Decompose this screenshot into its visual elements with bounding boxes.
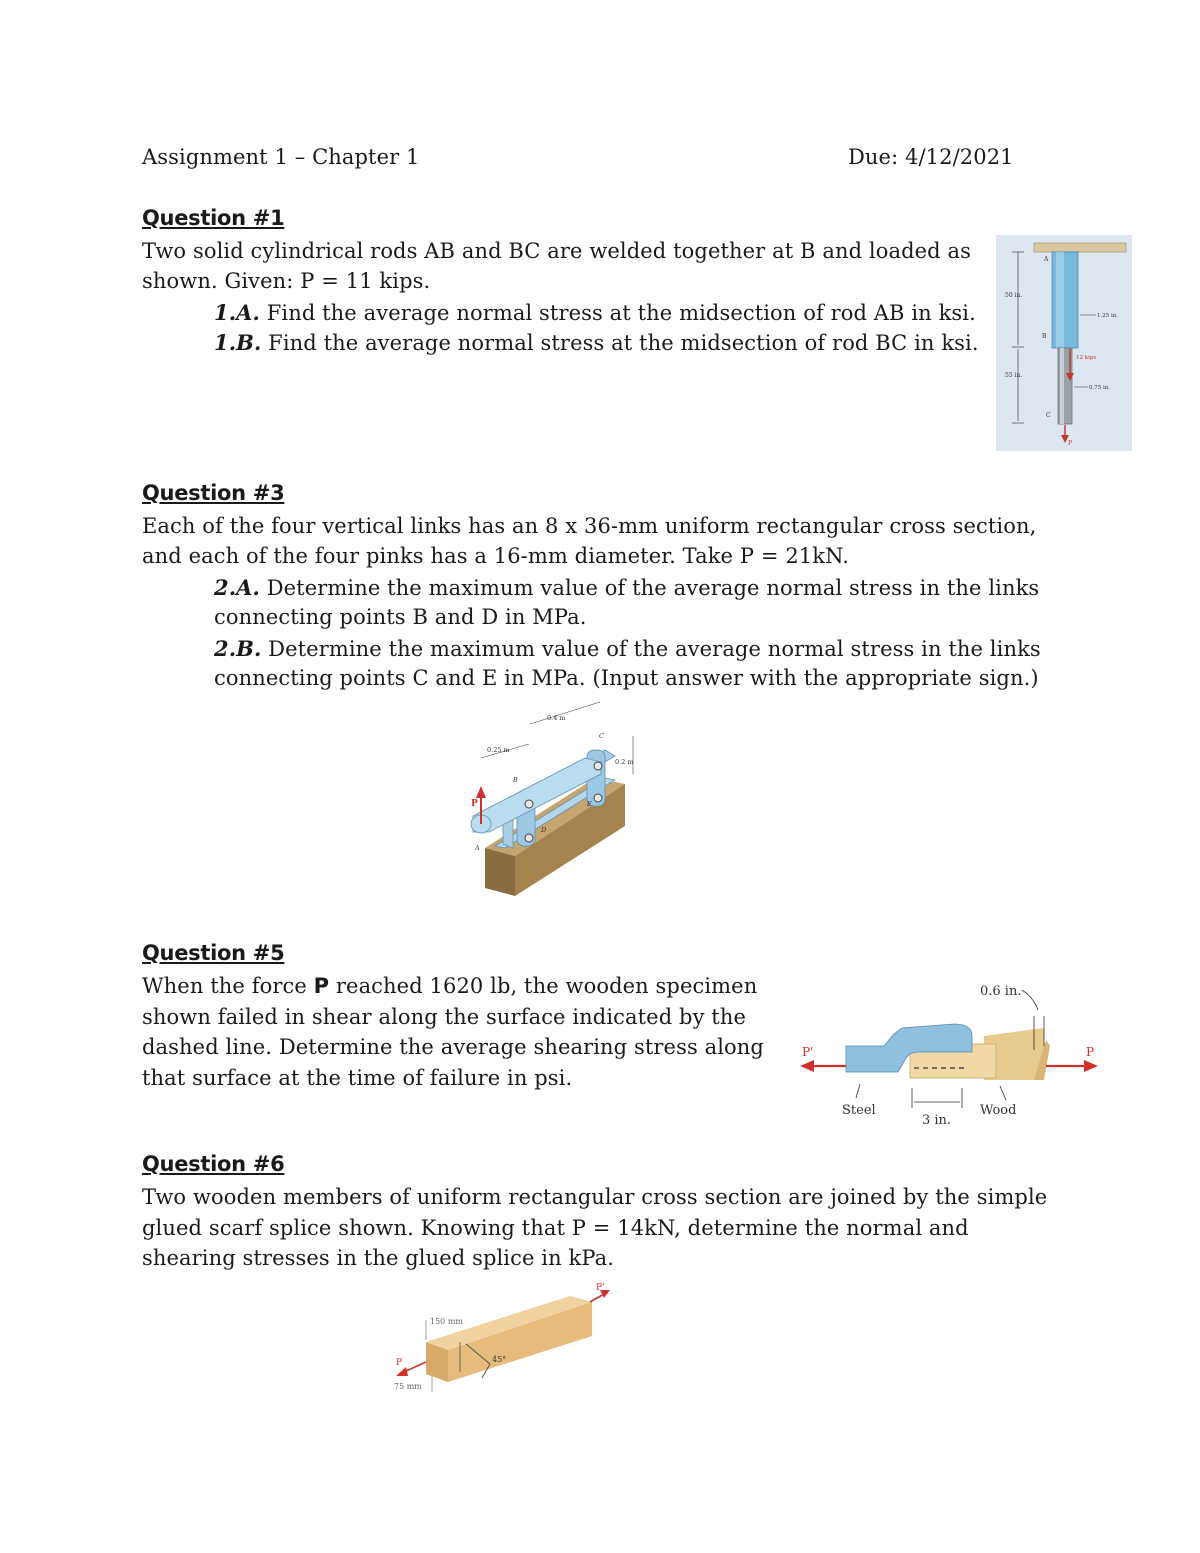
question-1-text-line-1: Two solid cylindrical rods AB and BC are welded together at B and loaded as bbox=[142, 239, 971, 263]
force-right-arrow bbox=[1084, 1060, 1098, 1072]
point-a-label: A bbox=[475, 844, 480, 852]
dim-55in: 55 in. bbox=[1005, 372, 1023, 379]
force-p-symbol: P bbox=[313, 974, 330, 998]
force-right-label: P bbox=[1086, 1045, 1095, 1059]
dim-02m: 0.2 m bbox=[615, 758, 634, 766]
point-b-label: B bbox=[513, 776, 518, 784]
question-5-text-line-3: dashed line. Determine the average shearing stress along bbox=[142, 1035, 764, 1059]
question-5-text-line-4: that surface at the time of failure in psi. bbox=[142, 1066, 573, 1090]
pin-c bbox=[594, 762, 602, 770]
question-1a bbox=[214, 297, 976, 329]
question-3-text-line-2: and each of the four pinks has a 16-mm diameter. Take P = 21kN. bbox=[142, 544, 849, 568]
force-label: P bbox=[471, 799, 478, 809]
question-1b-label: 1.B. bbox=[214, 330, 262, 355]
due-date: Due: 4/12/2021 bbox=[848, 145, 1014, 169]
question-1b bbox=[214, 327, 979, 359]
question-6-text-line-1: Two wooden members of uniform rectangular cross section are joined by the simple bbox=[142, 1185, 1048, 1209]
dim-04m: 0.4 m bbox=[547, 714, 566, 722]
pin-b bbox=[525, 800, 533, 808]
question-2a-text: Determine the maximum value of the average normal stress in the links bbox=[259, 576, 1040, 600]
force-right-label: P' bbox=[596, 1283, 605, 1293]
ceiling-support bbox=[1034, 243, 1126, 252]
point-a: A bbox=[1044, 256, 1049, 263]
height-label: 75 mm bbox=[394, 1382, 422, 1391]
angle-label: 45° bbox=[492, 1355, 507, 1364]
pin-e bbox=[594, 794, 602, 802]
question-6-title: Question #6 bbox=[142, 1152, 285, 1176]
length-label: 3 in. bbox=[922, 1113, 952, 1128]
load-label: 12 kips bbox=[1076, 355, 1097, 361]
question-3-text-line-1: Each of the four vertical links has an 8 x 36-mm uniform rectangular cross section, bbox=[142, 514, 1037, 538]
question-6-text-line-2: glued scarf splice shown. Knowing that P = 14kN, determine the normal and bbox=[142, 1216, 969, 1240]
question-2a-continued: connecting points B and D in MPa. bbox=[214, 605, 587, 629]
dim-025m: 0.25 m bbox=[487, 746, 510, 754]
point-c: C bbox=[1046, 412, 1051, 419]
question-1-figure bbox=[996, 235, 1132, 451]
assignment-title: Assignment 1 – Chapter 1 bbox=[142, 145, 420, 169]
wood-label: Wood bbox=[980, 1103, 1017, 1118]
point-e-label: E bbox=[587, 800, 592, 808]
pin-d bbox=[525, 834, 533, 842]
point-b: B bbox=[1042, 333, 1047, 340]
force-left-arrow bbox=[396, 1367, 408, 1376]
force-left-label: P' bbox=[802, 1045, 814, 1059]
width-label: 150 mm bbox=[430, 1317, 463, 1326]
question-2a-label: 2.A. bbox=[214, 575, 260, 600]
dia-ab: 1.25 in. bbox=[1097, 313, 1119, 319]
steel-label: Steel bbox=[842, 1103, 876, 1118]
question-2b-text: Determine the maximum value of the average normal stress in the links bbox=[261, 637, 1041, 661]
dia-bc: 0.75 in. bbox=[1089, 385, 1111, 391]
question-1a-label: 1.A. bbox=[214, 300, 260, 325]
question-5-text-line-2: shown failed in shear along the surface indicated by the bbox=[142, 1005, 746, 1029]
question-1a-text: Find the average normal stress at the midsection of rod AB in ksi. bbox=[259, 301, 976, 325]
question-3-figure bbox=[465, 698, 655, 906]
question-2a bbox=[214, 572, 1039, 604]
question-3-title: Question #3 bbox=[142, 481, 285, 505]
question-6-figure bbox=[390, 1280, 614, 1395]
thickness-label: 0.6 in. bbox=[980, 984, 1022, 999]
point-d-label: D bbox=[541, 826, 547, 834]
point-c-label: C bbox=[599, 732, 604, 740]
question-1-text-line-2: shown. Given: P = 11 kips. bbox=[142, 269, 431, 293]
question-6-text-line-3: shearing stresses in the glued splice in kPa. bbox=[142, 1246, 615, 1270]
question-5-text-pre: When the force bbox=[142, 974, 314, 998]
force-left-label: P bbox=[396, 1358, 403, 1368]
question-5-title: Question #5 bbox=[142, 941, 285, 965]
rod-ab bbox=[1052, 252, 1078, 348]
question-5-text-line-1 bbox=[142, 971, 757, 1002]
force-left-arrow bbox=[800, 1060, 814, 1072]
question-1-title: Question #1 bbox=[142, 206, 285, 230]
question-2b bbox=[214, 633, 1041, 665]
force-arrow bbox=[476, 786, 486, 798]
question-5-figure bbox=[794, 976, 1110, 1128]
force-label: P bbox=[1068, 440, 1073, 447]
question-1b-text: Find the average normal stress at the midsection of rod BC in ksi. bbox=[261, 331, 979, 355]
question-2b-continued: connecting points C and E in MPa. (Input answer with the appropriate sign.) bbox=[214, 666, 1039, 690]
question-2b-label: 2.B. bbox=[214, 636, 262, 661]
question-5-text-post: reached 1620 lb, the wooden specimen bbox=[329, 974, 758, 998]
dim-50in: 50 in. bbox=[1005, 292, 1023, 299]
